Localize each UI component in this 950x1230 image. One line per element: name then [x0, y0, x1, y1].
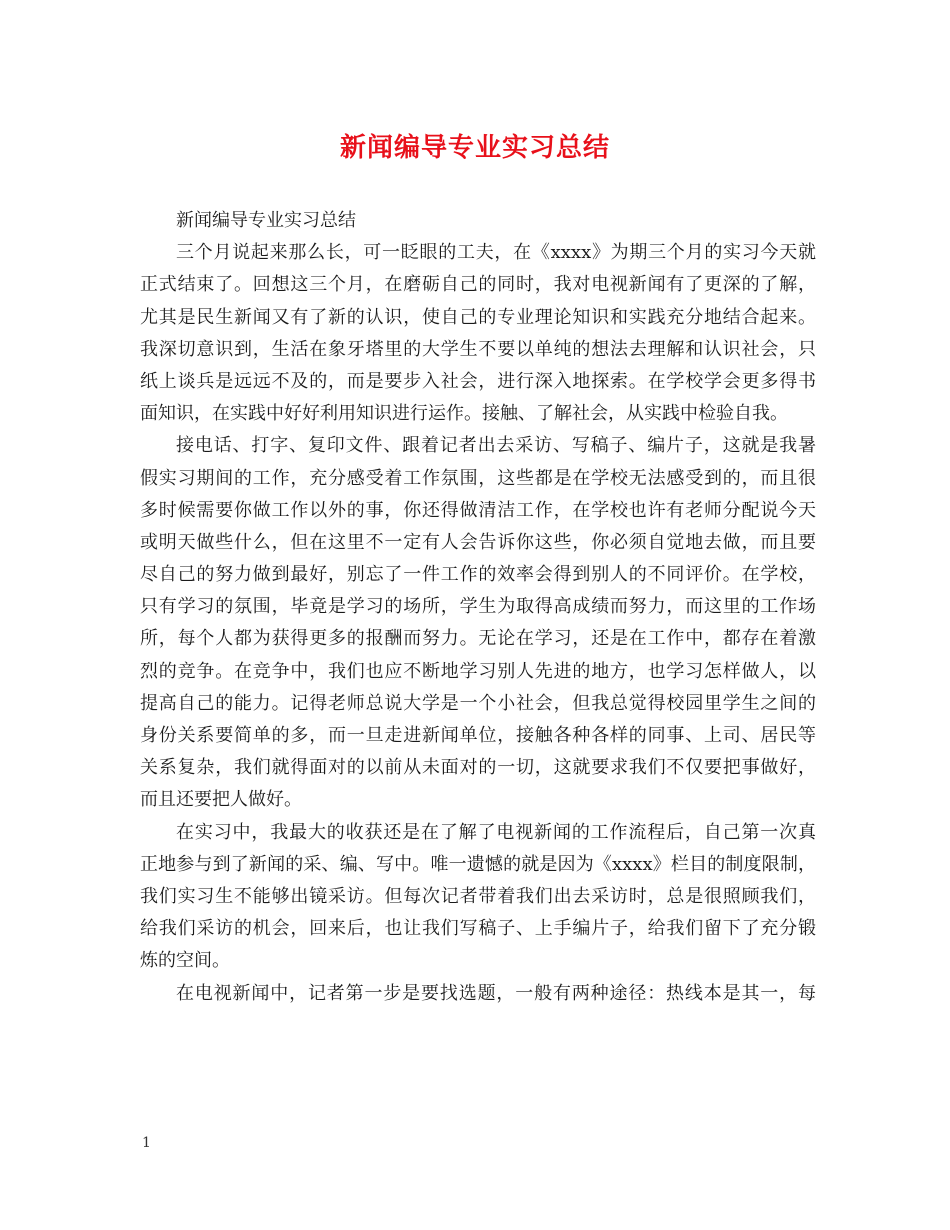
- text-line: 面知识，在实践中好好利用知识进行运作。接触、了解社会，从实践中检验自我。: [140, 403, 788, 425]
- document-title: 新闻编导专业实习总结: [339, 133, 610, 163]
- page-number: 1: [142, 1135, 151, 1151]
- text-line: 纸上谈兵是远远不及的，而是要步入社会，进行深入地探索。在学校学会更多得书: [140, 370, 816, 392]
- text-line: 身份关系要简单的多，而一旦走进新闻单位，接触各种各样的同事、上司、居民等: [140, 725, 816, 746]
- text-line: 正式结束了。回想这三个月，在磨砺自己的同时，我对电视新闻有了更深的了解，: [140, 274, 816, 296]
- text-line: 我们实习生不能够出镜采访。但每次记者带着我们出去采访时，总是很照顾我们，: [140, 885, 816, 907]
- text-line: 给我们采访的机会，回来后，也让我们写稿子、上手编片子，给我们留下了充分锻: [140, 918, 816, 940]
- text-line: 假实习期间的工作，充分感受着工作氛围，这些都是在学校无法感受到的，而且很: [140, 467, 816, 489]
- text-line: 所，每个人都为获得更多的报酬而努力。无论在学习，还是在工作中，都存在着激: [140, 628, 816, 650]
- text-line: 或明天做些什么，但在这里不一定有人会告诉你这些，你必须自觉地去做，而且要: [140, 531, 816, 553]
- text-line: 提高自己的能力。记得老师总说大学是一个小社会，但我总觉得校园里学生之间的: [140, 692, 816, 714]
- text-line: 只有学习的氛围，毕竟是学习的场所，学生为取得高成绩而努力，而这里的工作场: [140, 596, 816, 618]
- text-line: 接电话、打字、复印文件、跟着记者出去采访、写稿子、编片子，这就是我暑: [176, 435, 816, 457]
- text-line: 在实习中，我最大的收获还是在了解了电视新闻的工作流程后，自己第一次真: [176, 821, 816, 843]
- text-line: 新闻编导专业实习总结: [176, 210, 356, 231]
- text-line: 炼的空间。: [140, 950, 230, 972]
- text-line: 三个月说起来那么长，可一眨眼的工夫，在《xxxx》为期三个月的实习今天就: [176, 242, 816, 264]
- text-line: 在电视新闻中，记者第一步是要找选题，一般有两种途径：热线本是其一，每: [176, 982, 816, 1004]
- text-line: 我深切意识到，生活在象牙塔里的大学生不要以单纯的想法去理解和认识社会，只: [140, 338, 816, 360]
- text-line: 关系复杂，我们就得面对的以前从未面对的一切，这就要求我们不仅要把事做好，: [140, 757, 816, 779]
- document-body: [140, 205, 816, 1010]
- text-line: 多时候需要你做工作以外的事，你还得做清洁工作，在学校也许有老师分配说今天: [140, 499, 816, 521]
- text-line: 而且还要把人做好。: [140, 789, 302, 811]
- text-line: 尤其是民生新闻又有了新的认识，使自己的专业理论知识和实践充分地结合起来。: [140, 306, 816, 328]
- text-line: 尽自己的努力做到最好，别忘了一件工作的效率会得到别人的不同评价。在学校，: [140, 564, 816, 586]
- text-line: 烈的竞争。在竞争中，我们也应不断地学习别人先进的地方，也学习怎样做人，以: [140, 660, 816, 682]
- text-line: 正地参与到了新闻的采、编、写中。唯一遗憾的就是因为《xxxx》栏目的制度限制，: [140, 853, 816, 875]
